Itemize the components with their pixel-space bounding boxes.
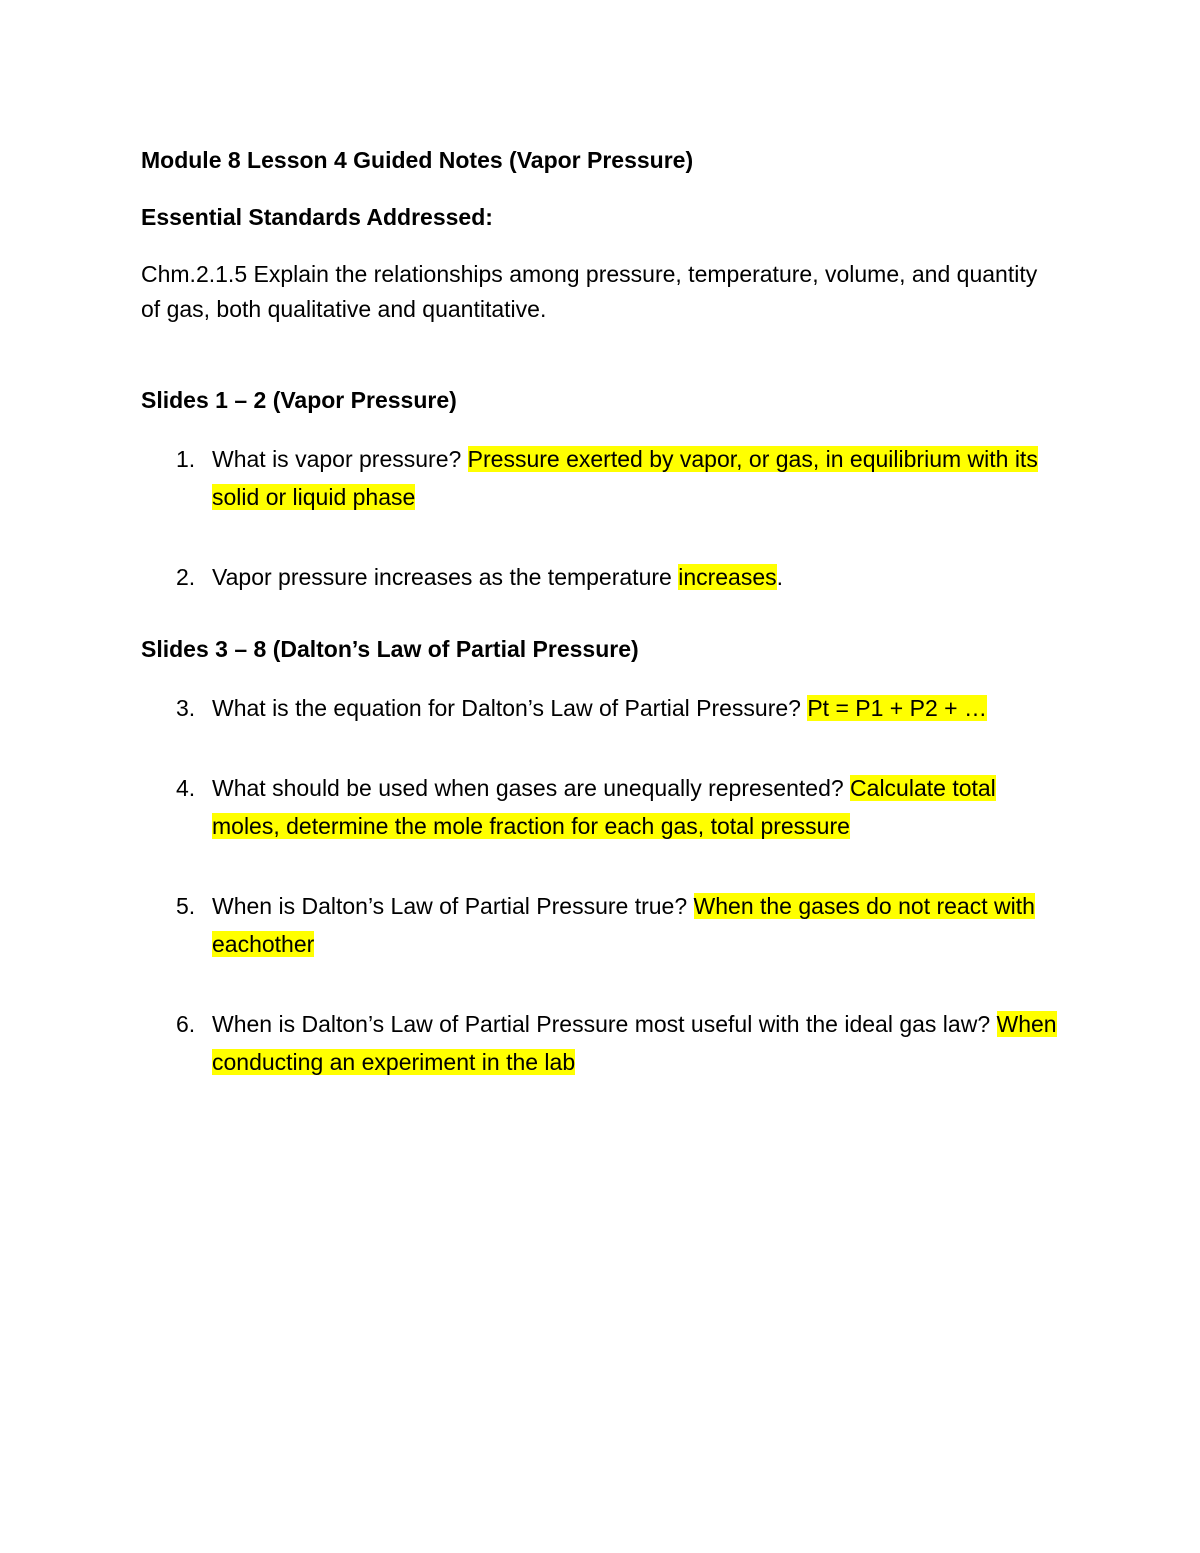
question-list (141, 689, 1061, 1081)
standards-heading: Essential Standards Addressed: (141, 204, 493, 230)
list-item (141, 887, 1061, 963)
section-heading: Slides 3 – 8 (Dalton’s Law of Partial Pressure) (141, 636, 639, 662)
question-text: What is the equation for Dalton’s Law of Partial Pressure? (212, 695, 808, 721)
answer-highlight: When the gases do not react with eachother (212, 893, 1035, 957)
document-page (141, 143, 1061, 1123)
list-item (141, 769, 1061, 845)
item-number: 2. (176, 564, 196, 590)
question-text: When is Dalton’s Law of Partial Pressure most useful with the ideal gas law? (212, 1011, 997, 1037)
item-number: 4. (176, 775, 196, 801)
question-text: When is Dalton’s Law of Partial Pressure true? (212, 893, 694, 919)
document-title: Module 8 Lesson 4 Guided Notes (Vapor Pressure) (141, 147, 694, 173)
list-item (141, 689, 1061, 727)
list-item (141, 1005, 1061, 1081)
section-vapor-pressure (141, 383, 1061, 596)
section-daltons-law (141, 632, 1061, 1081)
item-number: 1. (176, 446, 196, 472)
standard-text: Chm.2.1.5 Explain the relationships among pressure, temperature, volume, and quantity of gas, both qualitative and quantitative. (141, 261, 1038, 322)
answer-highlight: When conducting an experiment in the lab (212, 1011, 1057, 1075)
list-item (141, 440, 1061, 516)
answer-highlight: Calculate total moles, determine the mole fraction for each gas, total pressure (212, 775, 996, 839)
section-heading: Slides 1 – 2 (Vapor Pressure) (141, 387, 457, 413)
item-number: 3. (176, 695, 196, 721)
answer-highlight: Pt = P1 + P2 + … (807, 695, 987, 721)
item-number: 6. (176, 1011, 196, 1037)
item-number: 5. (176, 893, 196, 919)
list-item (141, 558, 1061, 596)
answer-highlight: increases (678, 564, 777, 590)
question-text: What is vapor pressure? (212, 446, 468, 472)
answer-highlight: Pressure exerted by vapor, or gas, in equilibrium with its solid or liquid phase (212, 446, 1038, 510)
question-list (141, 440, 1061, 596)
question-text: Vapor pressure increases as the temperature (212, 564, 679, 590)
question-text: What should be used when gases are unequally represented? (212, 775, 851, 801)
answer-suffix: . (776, 564, 784, 590)
